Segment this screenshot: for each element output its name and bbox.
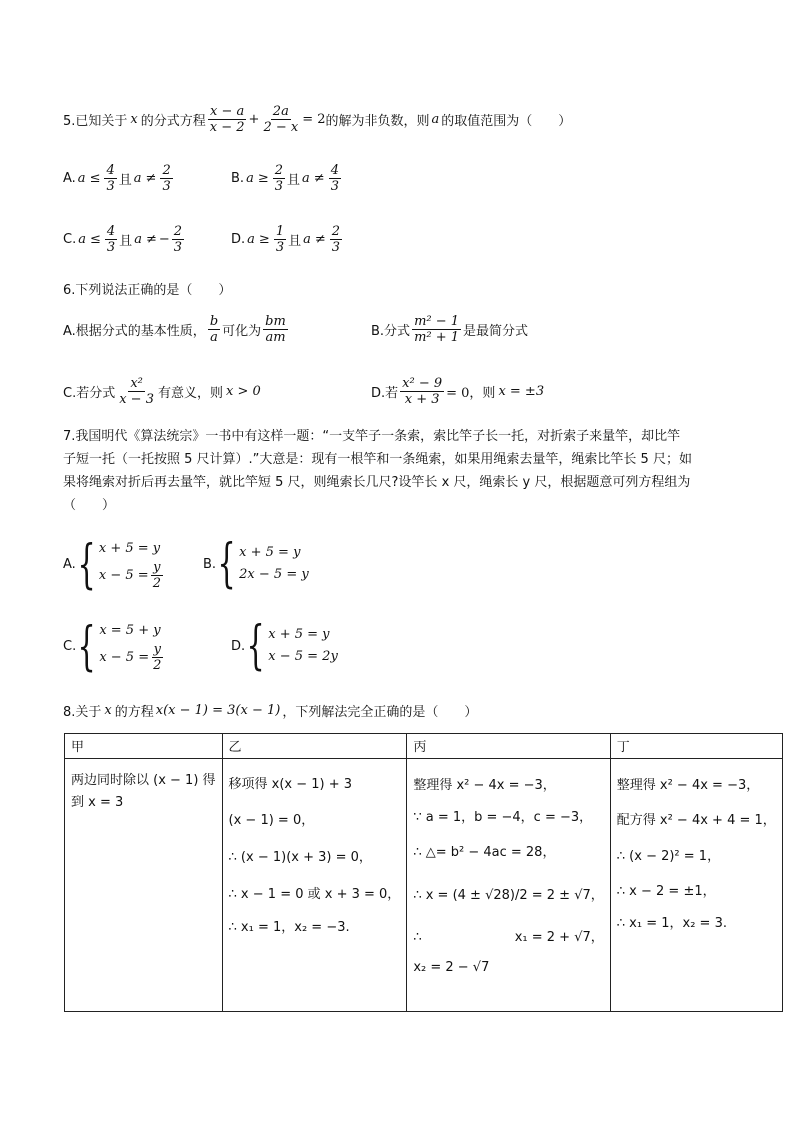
q5-option-b[interactable]: B. a ≥ $\frac{2}{3}$ 且 a ≠ $\frac{4}{3}$ bbox=[231, 163, 339, 194]
q7-stem bbox=[63, 425, 731, 517]
q7-line-4: （ ） bbox=[63, 498, 116, 513]
header-jia: 甲 bbox=[65, 734, 223, 759]
cell-bing: 整理得 x² − 4x = −3， ∵ a = 1，b = −4，c = −3， ∴ △= b² − 4ac = 28， ∴ x = (4 ± √28)/2 = 2 ± √7， ∴ x₁ = 2 + √7， x₂ = 2 − √7 bbox=[407, 759, 610, 1012]
cell-jia: 两边同时除以 (x − 1) 得 到 x = 3 bbox=[65, 759, 223, 1012]
header-bing: 丙 bbox=[407, 734, 610, 759]
q7-option-b[interactable]: B. { x + 5 = y 2x − 5 = y bbox=[203, 534, 309, 594]
q5-eq-rhs: = 2 bbox=[302, 112, 326, 127]
q6-option-a[interactable]: A.根据分式的基本性质， $\frac{b}{a}$ 可化为 $\frac{bm}{am}$ bbox=[63, 314, 286, 345]
table-header-row bbox=[65, 734, 783, 759]
q5-option-d[interactable]: D. a ≥ $\frac{1}{3}$ 且 a ≠ $\frac{2}{3}$ bbox=[231, 224, 341, 255]
q7-line-1: 7.我国明代《算法统宗》一书中有这样一题：“一支竿子一条索，索比竿子长一托，对折索子来量竿，却比竿 bbox=[63, 429, 681, 444]
header-ding: 丁 bbox=[610, 734, 782, 759]
q7-option-a[interactable]: A. { x + 5 = y x − 5 = $\frac{y}{2}$ bbox=[63, 534, 161, 595]
q7-option-d[interactable]: D. { x + 5 = y x − 5 = 2y bbox=[231, 616, 338, 676]
cell-ding: 整理得 x² − 4x = −3， 配方得 x² − 4x + 4 = 1， ∴ (x − 2)² = 1， ∴ x − 2 = ±1， ∴ x₁ = 1，x₂ = 3. bbox=[610, 759, 782, 1012]
q5-stem-var: x bbox=[130, 112, 138, 127]
q5-frac1: $\frac{x - a}{x - 2}$ bbox=[209, 104, 245, 135]
q7-line-3: 果将绳索对折后再去量竿，就比竿短 5 尺，则绳索长几尺?设竿长 x 尺，绳索长 y 尺，根据题意可列方程组为 bbox=[63, 475, 691, 490]
q7-option-c[interactable]: C. { x = 5 + y x − 5 = $\frac{y}{2}$ bbox=[63, 616, 162, 677]
q8-solutions-table bbox=[64, 733, 783, 1012]
header-yi: 乙 bbox=[222, 734, 407, 759]
q5-stem-after2: 的取值范围为（ ） bbox=[441, 114, 572, 129]
q5-stem-before: 5.已知关于 bbox=[63, 114, 128, 129]
q5-stem: 5.已知关于 x 的分式方程 $\frac{x - a}{x - 2}$ + $\frac{2a}{2 - x}$ = 2 的解为非负数，则 a 的取值范围为（ ） bbox=[63, 104, 572, 135]
q7-line-2: 子短一托（一托按照 5 尺计算）.”大意是：现有一根竿和一条绳索，如果用绳索去量竿，绳索比竿长 5 尺；如 bbox=[63, 452, 692, 467]
q5-option-a[interactable]: A. a ≤ $\frac{4}{3}$ 且 a ≠ $\frac{2}{3}$ bbox=[63, 163, 171, 194]
q6-option-d[interactable]: D.若 $\frac{\text{x² − 9}}{x + 3}$ = 0，则 x = ±3 bbox=[371, 376, 545, 407]
q5-stem-var2: a bbox=[431, 112, 440, 127]
q5-option-c[interactable]: C. a ≤ $\frac{4}{3}$ 且 a ≠ − $\frac{2}{3}$ bbox=[63, 224, 183, 255]
table-body-row bbox=[65, 759, 783, 1012]
q5-stem-after1: 的解为非负数，则 bbox=[325, 114, 430, 129]
q6-option-c[interactable]: C.若分式 $\frac{\text{x²}}{x - 3}$ 有意义，则 x > 0 bbox=[63, 376, 261, 407]
q5-frac2: $\frac{2a}{2 - x}$ bbox=[263, 104, 299, 135]
q6-stem: 6.下列说法正确的是（ ） bbox=[63, 283, 232, 298]
q8-stem: 8.关于 x 的方程 x(x − 1) = 3(x − 1) ，下列解法完全正确的是（ ） bbox=[63, 703, 478, 720]
cell-yi: 移项得 x(x − 1) + 3 (x − 1) = 0， ∴ (x − 1)(x + 3) = 0， ∴ x − 1 = 0 或 x + 3 = 0， ∴ x₁ = 1，x₂ = −3. bbox=[222, 759, 407, 1012]
q6-option-b[interactable]: B.分式 $\frac{\text{m² − 1}}{\text{m² + 1}}$ 是最简分式 bbox=[371, 314, 529, 345]
q5-stem-mid: 的分式方程 bbox=[140, 114, 206, 129]
